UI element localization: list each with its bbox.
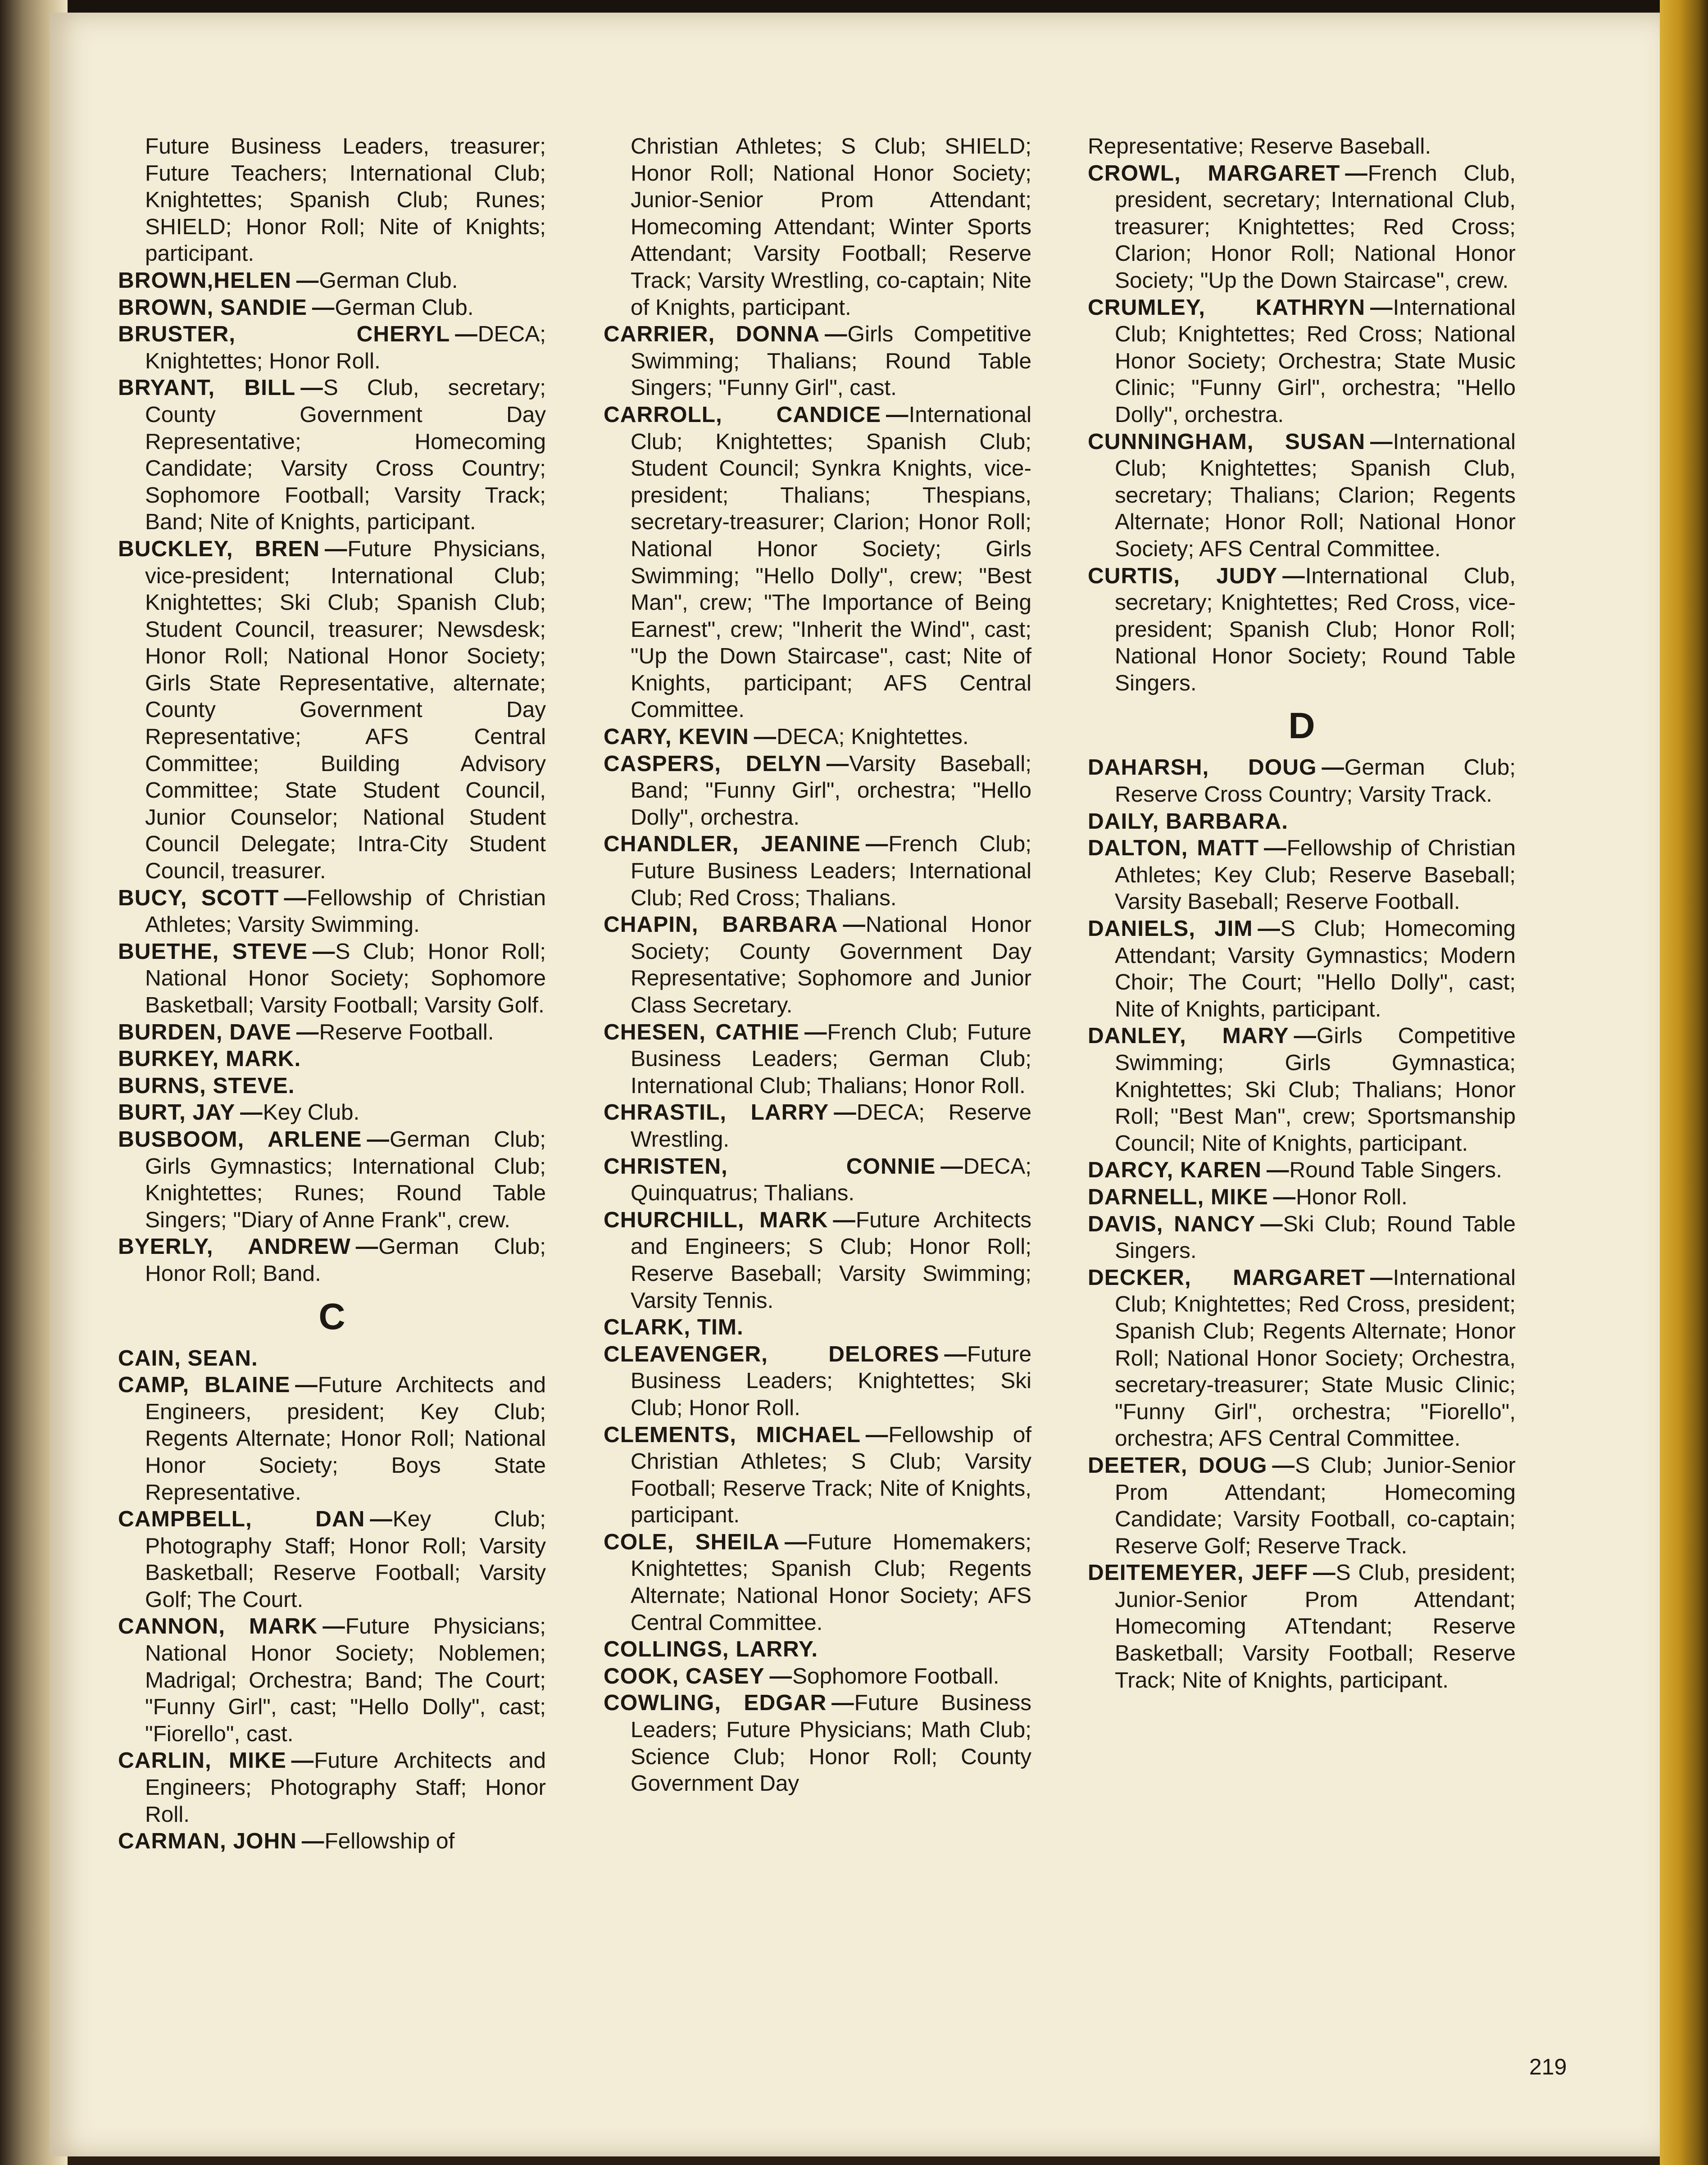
roster-entry xyxy=(604,1341,1031,1421)
roster-entry xyxy=(604,1636,1031,1663)
activities-text: S Club, president; Junior-Senior Prom Attendant; Homecoming ATtendant; Reserve Basketball; Varsity Football; Reserve Track; Nite of Knights, participant. xyxy=(1115,1560,1516,1693)
roster-entry xyxy=(604,1314,1031,1341)
student-name: BUCKLEY, BREN xyxy=(118,536,320,561)
student-name: CHURCHILL, MARK xyxy=(604,1207,828,1232)
student-name: DARCY, KAREN xyxy=(1088,1157,1262,1183)
roster-entry xyxy=(1088,294,1516,428)
roster-entry xyxy=(118,1045,546,1072)
student-name: BURNS, STEVE. xyxy=(118,1073,295,1098)
student-name: CHESEN, CATHIE xyxy=(604,1019,800,1044)
student-name: BUCY, SCOTT xyxy=(118,885,279,910)
student-name: BUSBOOM, ARLENE xyxy=(118,1126,362,1152)
roster-entry xyxy=(1088,160,1516,294)
student-name: DEETER, DOUG xyxy=(1088,1452,1267,1478)
gilded-page-edge xyxy=(1660,0,1708,2165)
activities-text: DECA; Quinquatrus; Thalians. xyxy=(631,1153,1031,1206)
student-name: CLEAVENGER, DELORES xyxy=(604,1341,940,1366)
activities-text: Future Architects and Engineers, president; Key Club; Regents Alternate; Honor Roll; National Honor Society; Boys State Representative. xyxy=(145,1372,546,1505)
roster-entry xyxy=(604,401,1031,723)
activities-text: German Club; Reserve Cross Country; Varsity Track. xyxy=(1115,755,1516,807)
student-name: CAMPBELL, DAN xyxy=(118,1507,365,1532)
roster-entry xyxy=(118,1345,546,1372)
page-number: 219 xyxy=(1529,2054,1567,2079)
student-name: CAIN, SEAN. xyxy=(118,1345,258,1371)
entry-dash: — xyxy=(780,1529,808,1554)
entry-dash: — xyxy=(1365,429,1393,454)
roster-entry xyxy=(118,1506,546,1613)
student-name: CHAPIN, BARBARA xyxy=(604,912,838,937)
activities-text: DECA; Reserve Wrestling. xyxy=(631,1100,1031,1152)
entry-dash: — xyxy=(939,1341,967,1366)
student-name: CROWL, MARGARET xyxy=(1088,160,1340,186)
student-name: COOK, CASEY xyxy=(604,1663,765,1688)
entry-list xyxy=(1088,160,1516,697)
activities-text: National Honor Society; County Government Day Representative; Sophomore and Junior Class Secretary. xyxy=(631,912,1032,1017)
entry-dash: — xyxy=(1277,563,1305,588)
roster-entry xyxy=(118,1019,546,1046)
roster-entry xyxy=(604,750,1031,831)
student-name: COLLINGS, LARRY. xyxy=(604,1637,818,1662)
student-name: CARLIN, MIKE xyxy=(118,1748,286,1773)
entry-dash: — xyxy=(286,1748,314,1773)
entry-dash: — xyxy=(799,1019,827,1044)
activities-text: Future Physicians; National Honor Society; Noblemen; Madrigal; Orchestra; Band; The Court; "Funny Girl", cast; "Hello Dolly", cast; "Fiorello", cast. xyxy=(145,1614,546,1746)
activities-text: German Club. xyxy=(335,295,474,320)
roster-entry xyxy=(1088,808,1516,835)
activities-text: French Club, president, secretary; International Club, treasurer; Knightettes; Red Cross; Clarion; Honor Roll; National Honor Society; "Up the Down Staircase", crew. xyxy=(1115,160,1516,293)
activities-text: Future Business Leaders; Future Physicians; Math Club; Science Club; Honor Roll; County Government Day xyxy=(631,1690,1031,1796)
entry-dash: — xyxy=(295,375,323,400)
roster-entry xyxy=(118,374,546,536)
entry-dash: — xyxy=(1262,1157,1290,1183)
student-name: BYERLY, ANDREW xyxy=(118,1234,351,1259)
roster-entry xyxy=(1088,1022,1516,1157)
student-name: CURTIS, JUDY xyxy=(1088,563,1278,588)
roster-entry xyxy=(604,1207,1031,1314)
student-name: CLARK, TIM. xyxy=(604,1315,744,1340)
roster-entry xyxy=(1088,1184,1516,1211)
activities-text: Fellowship of Christian Athletes; Varsity Swimming. xyxy=(145,885,546,937)
student-name: BURT, JAY xyxy=(118,1100,236,1125)
entry-dash: — xyxy=(1289,1023,1317,1048)
student-name: DANLEY, MARY xyxy=(1088,1023,1289,1048)
activities-text: DECA; Knightettes. xyxy=(777,724,969,749)
activities-text: Ski Club; Round Table Singers. xyxy=(1115,1211,1516,1263)
activities-text: French Club; Future Business Leaders; German Club; International Club; Thalians; Honor Roll. xyxy=(631,1019,1031,1098)
entry-dash: — xyxy=(821,751,849,776)
activities-text: Future Physicians, vice-president; International Club; Knightettes; Ski Club; Spanish Club; Student Council, treasurer; Newsdesk; Honor Roll; National Honor Society; Girls State Representative, alternate; County Government Day Representative; AFS Central Committee; Building Advisory Committee; State Student Council, Junior Counselor; National Student Council Delegate; Intra-City Student Council, treasurer. xyxy=(145,536,546,884)
roster-entry xyxy=(1088,1559,1516,1693)
activities-text: Fellowship of Christian Athletes; Key Club; Reserve Baseball; Varsity Baseball; Reserve Football. xyxy=(1115,835,1516,914)
roster-entry xyxy=(1088,1452,1516,1559)
activities-text: S Club; Homecoming Attendant; Varsity Gymnastics; Modern Choir; The Court; "Hello Dolly", cast; Nite of Knights, participant. xyxy=(1115,916,1516,1021)
activities-text: Future Architects and Engineers; Photography Staff; Honor Roll. xyxy=(145,1748,546,1827)
entry-list xyxy=(604,321,1031,1797)
entry-dash: — xyxy=(1267,1452,1295,1478)
roster-entry xyxy=(118,885,546,938)
entry-dash: — xyxy=(1340,160,1368,186)
activities-text: DECA; Knightettes; Honor Roll. xyxy=(145,322,546,373)
student-name: CARRIER, DONNA xyxy=(604,322,820,347)
roster-entry xyxy=(118,1828,546,1855)
student-name: CARROLL, CANDICE xyxy=(604,402,881,427)
entry-dash: — xyxy=(362,1126,390,1152)
activities-text: Girls Competitive Swimming; Thalians; Round Table Singers; "Funny Girl", cast. xyxy=(631,322,1031,400)
student-name: DECKER, MARGARET xyxy=(1088,1265,1366,1290)
student-name: CASPERS, DELYN xyxy=(604,751,822,776)
entry-dash: — xyxy=(838,912,866,937)
activities-text: Fellowship of xyxy=(324,1829,455,1854)
activities-text: International Club; Knightettes; Red Cross, president; Spanish Club; Regents Alternate; Honor Roll; National Honor Society; Orchestra, secretary-treasurer; State Music Clinic; "Funny Girl", orchestra; "Fiorello", orchestra; AFS Central Committee. xyxy=(1115,1265,1516,1451)
entry-dash: — xyxy=(860,1422,889,1447)
roster-entry xyxy=(604,1099,1031,1153)
student-name: BRYANT, BILL xyxy=(118,375,296,400)
roster-entry xyxy=(604,831,1031,911)
student-name: BRUSTER, CHERYL xyxy=(118,322,450,347)
entry-dash: — xyxy=(749,724,777,749)
column-1 xyxy=(118,133,546,1855)
roster-entry xyxy=(118,1072,546,1099)
roster-entry xyxy=(604,1019,1031,1099)
entry-dash: — xyxy=(764,1663,792,1688)
activities-text: Future Architects and Engineers; S Club; Honor Roll; Reserve Baseball; Varsity Swimming; Varsity Tennis. xyxy=(631,1207,1031,1313)
activities-text: Fellowship of Christian Athletes; S Club; Varsity Football; Reserve Track; Nite of Knights, participant. xyxy=(631,1422,1031,1528)
student-name: CLEMENTS, MICHAEL xyxy=(604,1422,861,1447)
student-name: CAMP, BLAINE xyxy=(118,1372,291,1398)
scan-top-band xyxy=(0,0,1708,14)
activities-text: Sophomore Football. xyxy=(792,1663,999,1688)
entry-dash: — xyxy=(350,1234,379,1259)
student-name: CANNON, MARK xyxy=(118,1614,318,1639)
entry-dash: — xyxy=(279,885,307,910)
entry-dash: — xyxy=(450,322,478,347)
activities-text: Honor Roll. xyxy=(1296,1184,1408,1209)
roster-entry xyxy=(118,1233,546,1287)
student-name: BURDEN, DAVE xyxy=(118,1019,292,1044)
entry-dash: — xyxy=(297,1829,325,1854)
student-name: DARNELL, MIKE xyxy=(1088,1184,1268,1209)
continued-entry: Representative; Reserve Baseball. xyxy=(1088,134,1431,159)
student-name: BUETHE, STEVE xyxy=(118,939,308,964)
roster-entry xyxy=(1088,915,1516,1022)
entry-dash: — xyxy=(291,1019,319,1044)
entry-dash: — xyxy=(1253,916,1281,941)
roster-entry xyxy=(118,1371,546,1506)
roster-entry xyxy=(604,1421,1031,1529)
entry-dash: — xyxy=(936,1153,963,1179)
entry-dash: — xyxy=(881,402,909,427)
entry-list-c xyxy=(118,1345,546,1855)
activities-text: French Club; Future Business Leaders; International Club; Red Cross; Thalians. xyxy=(631,831,1031,910)
entry-dash: — xyxy=(290,1372,318,1398)
entry-dash: — xyxy=(820,322,848,347)
roster-entry xyxy=(118,294,546,321)
student-name: COWLING, EDGAR xyxy=(604,1690,827,1716)
roster-entry xyxy=(118,1126,546,1233)
entry-dash: — xyxy=(1255,1211,1283,1236)
student-name: CARMAN, JOHN xyxy=(118,1829,297,1854)
entry-dash: — xyxy=(829,1100,857,1125)
student-name: DEITEMEYER, JEFF xyxy=(1088,1560,1308,1585)
continued-entry: Future Business Leaders, treasurer; Future Teachers; International Club; Knightettes; Spanish Club; Runes; SHIELD; Honor Roll; Nite of Knights; participant. xyxy=(145,134,546,266)
entry-dash: — xyxy=(1317,755,1345,780)
roster-entry xyxy=(118,1747,546,1828)
roster-entry xyxy=(1088,563,1516,697)
student-name: DANIELS, JIM xyxy=(1088,916,1253,941)
activities-text: Key Club; Photography Staff; Honor Roll; Varsity Basketball; Reserve Football; Varsity Golf; The Court. xyxy=(145,1507,546,1612)
roster-entry xyxy=(604,321,1031,401)
student-name: CHANDLER, JEANINE xyxy=(604,831,861,857)
activities-text: German Club; Honor Roll; Band. xyxy=(145,1234,546,1286)
entry-dash: — xyxy=(1308,1560,1336,1585)
entry-dash: — xyxy=(319,536,348,561)
roster-entry xyxy=(604,723,1031,750)
student-name: BROWN, SANDIE xyxy=(118,295,307,320)
roster-entry xyxy=(604,1529,1031,1636)
activities-text: Reserve Football. xyxy=(319,1019,494,1044)
student-name: CUNNINGHAM, SUSAN xyxy=(1088,429,1366,454)
column-2 xyxy=(604,133,1031,1797)
roster-entry xyxy=(1088,754,1516,808)
activities-text: German Club. xyxy=(319,268,458,293)
entry-dash: — xyxy=(827,1690,854,1716)
roster-entry xyxy=(604,1689,1031,1797)
roster-entry xyxy=(1088,1264,1516,1452)
roster-entry xyxy=(1088,835,1516,915)
activities-text: Varsity Baseball; Band; "Funny Girl", orchestra; "Hello Dolly", orchestra. xyxy=(631,751,1031,830)
entry-dash: — xyxy=(291,268,319,293)
student-name: COLE, SHEILA xyxy=(604,1529,780,1554)
roster-entry xyxy=(118,938,546,1019)
roster-entry xyxy=(118,1099,546,1126)
roster-entry xyxy=(118,321,546,374)
section-letter-c: C xyxy=(318,1296,345,1337)
activities-text: International Club, secretary; Knightettes; Red Cross, vice-president; Spanish Club; Honor Roll; National Honor Society; Round Table Singers. xyxy=(1115,563,1516,695)
activities-text: Future Homemakers; Knightettes; Spanish Club; Regents Alternate; National Honor Society; AFS Central Committee. xyxy=(631,1529,1031,1635)
entry-dash: — xyxy=(1268,1184,1296,1209)
activities-text: International Club; Knightettes; Spanish Club, secretary; Thalians; Clarion; Regents Alternate; Honor Roll; National Honor Society; AFS Central Committee. xyxy=(1115,429,1516,561)
activities-text: International Club; Knightettes; Red Cross; National Honor Society; Orchestra; State Music Clinic; "Funny Girl", orchestra; "Hello Dolly", orchestra. xyxy=(1115,295,1516,427)
student-name: CHRASTIL, LARRY xyxy=(604,1100,829,1125)
entry-dash: — xyxy=(1365,1265,1393,1290)
student-name: DAVIS, NANCY xyxy=(1088,1211,1256,1236)
activities-text: Key Club. xyxy=(263,1100,360,1125)
activities-text: S Club; Junior-Senior Prom Attendant; Homecoming Candidate; Varsity Football, co-captain; Reserve Golf; Reserve Track. xyxy=(1115,1452,1516,1558)
roster-entry xyxy=(604,1663,1031,1690)
roster-entry xyxy=(118,267,546,294)
activities-text: Future Business Leaders; Knightettes; Ski Club; Honor Roll. xyxy=(631,1341,1031,1420)
entry-dash: — xyxy=(318,1614,345,1639)
roster-entry xyxy=(1088,1157,1516,1184)
entry-dash: — xyxy=(828,1207,856,1232)
entry-dash: — xyxy=(1259,835,1287,861)
roster-entry xyxy=(1088,428,1516,563)
activities-text: S Club, secretary; County Government Day Representative; Homecoming Candidate; Varsity Cross Country; Sophomore Football; Varsity Track; Band; Nite of Knights, participant. xyxy=(145,375,546,535)
roster-entry xyxy=(604,911,1031,1018)
roster-entry xyxy=(118,536,546,885)
section-letter-d: D xyxy=(1288,705,1315,747)
student-name: DALTON, MATT xyxy=(1088,835,1259,861)
activities-text: Round Table Singers. xyxy=(1289,1157,1502,1183)
entry-dash: — xyxy=(1365,295,1393,320)
entry-dash: — xyxy=(307,295,335,320)
student-name: DAHARSH, DOUG xyxy=(1088,755,1317,780)
activities-text: German Club; Girls Gymnastics; International Club; Knightettes; Runes; Round Table Singers; "Diary of Anne Frank", crew. xyxy=(145,1126,546,1232)
entry-dash: — xyxy=(861,831,889,857)
roster-entry xyxy=(604,1153,1031,1207)
entry-list xyxy=(118,267,546,1287)
student-name: DAILY, BARBARA. xyxy=(1088,808,1288,834)
student-name: CHRISTEN, CONNIE xyxy=(604,1153,936,1179)
roster-entry xyxy=(118,1613,546,1747)
continued-entry: Christian Athletes; S Club; SHIELD; Honor Roll; National Honor Society; Junior-Senior Prom Attendant; Homecoming Attendant; Winter Sports Attendant; Varsity Football; Reserve Track; Varsity Wrestling, co-captain; Nite of Knights, participant. xyxy=(631,134,1031,320)
student-name: CARY, KEVIN xyxy=(604,724,749,749)
entry-dash: — xyxy=(235,1100,263,1125)
student-name: BROWN,HELEN xyxy=(118,268,291,293)
student-name: BURKEY, MARK. xyxy=(118,1046,301,1071)
activities-text: Girls Competitive Swimming; Girls Gymnastica; Knightettes; Ski Club; Thalians; Honor Roll; "Best Man", crew; Sportsmanship Council; Nite of Knights, participant. xyxy=(1115,1023,1516,1156)
roster-entry xyxy=(1088,1211,1516,1264)
entry-dash: — xyxy=(307,939,336,964)
entry-dash: — xyxy=(365,1507,393,1532)
column-3 xyxy=(1088,133,1516,1693)
entry-list-d xyxy=(1088,754,1516,1693)
activities-text: S Club; Honor Roll; National Honor Society; Sophomore Basketball; Varsity Football; Varsity Golf. xyxy=(145,939,546,1017)
activities-text: International Club; Knightettes; Spanish Club; Student Council; Synkra Knights, vice-president; Thalians; Thespians, secretary-treasurer; Clarion; Honor Roll; National Honor Society; Girls Swimming; "Hello Dolly", crew; "Best Man", crew; "The Importance of Being Earnest", crew; "Inherit the Wind", cast; "Up the Down Staircase", cast; Nite of Knights, participant; AFS Central Committee. xyxy=(631,402,1031,722)
student-name: CRUMLEY, KATHRYN xyxy=(1088,295,1366,320)
